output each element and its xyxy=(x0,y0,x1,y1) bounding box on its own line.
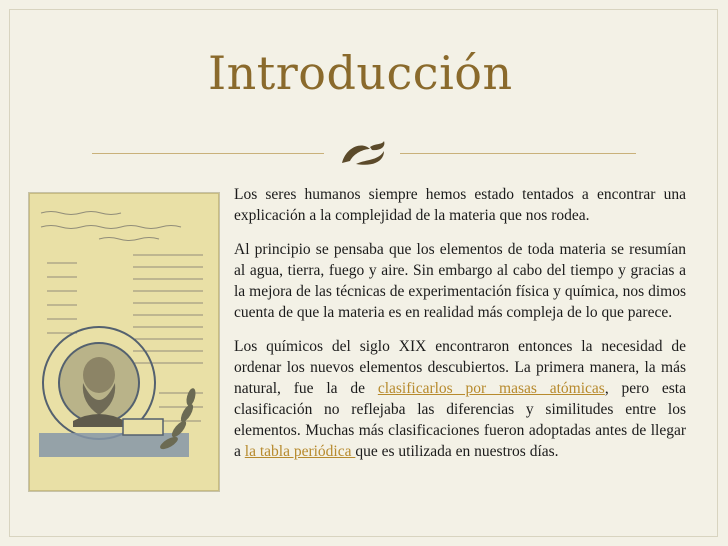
slide-title: Introducción xyxy=(208,46,513,100)
fleuron-icon xyxy=(336,137,390,169)
link-masas-atomicas[interactable]: clasificarlos por masas atómicas xyxy=(377,380,605,397)
paragraph-1: Los seres humanos siempre hemos estado tentados a encontrar una explicación a la complejidad de la materia que nos rodea. xyxy=(234,186,686,224)
divider-right xyxy=(400,153,636,154)
paragraph-3 xyxy=(234,336,686,462)
divider-left xyxy=(92,153,324,154)
paragraph-3-part-c: que es utilizada en nuestros días. xyxy=(355,443,559,460)
link-tabla-periodica[interactable]: la tabla periódica xyxy=(244,443,356,460)
historical-document-image xyxy=(28,192,220,492)
paragraph-2: Al principio se pensaba que los elementos de toda materia se resumían al agua, tierra, fuego y aire. Sin embargo al cabo del tiempo y gracias a la mejora de las técnicas de experimentación física y química, nos dimos cuenta de que la materia es en realidad más compleja de lo que parece. xyxy=(234,241,686,321)
paragraph-3-part-b: , pero esta clasificación no reflejaba las diferencias y similitudes entre los elementos. Muchas más clasificaciones fueron adoptadas antes de llegar a xyxy=(234,380,686,460)
mendeleev-stamp-image xyxy=(29,193,219,491)
paragraph-3-part-a: Los químicos del siglo XIX encontraron entonces la necesidad de ordenar los nuevos elementos descubiertos. La primera manera, la más natural, fue la de xyxy=(234,338,686,397)
slide-body xyxy=(234,184,686,475)
